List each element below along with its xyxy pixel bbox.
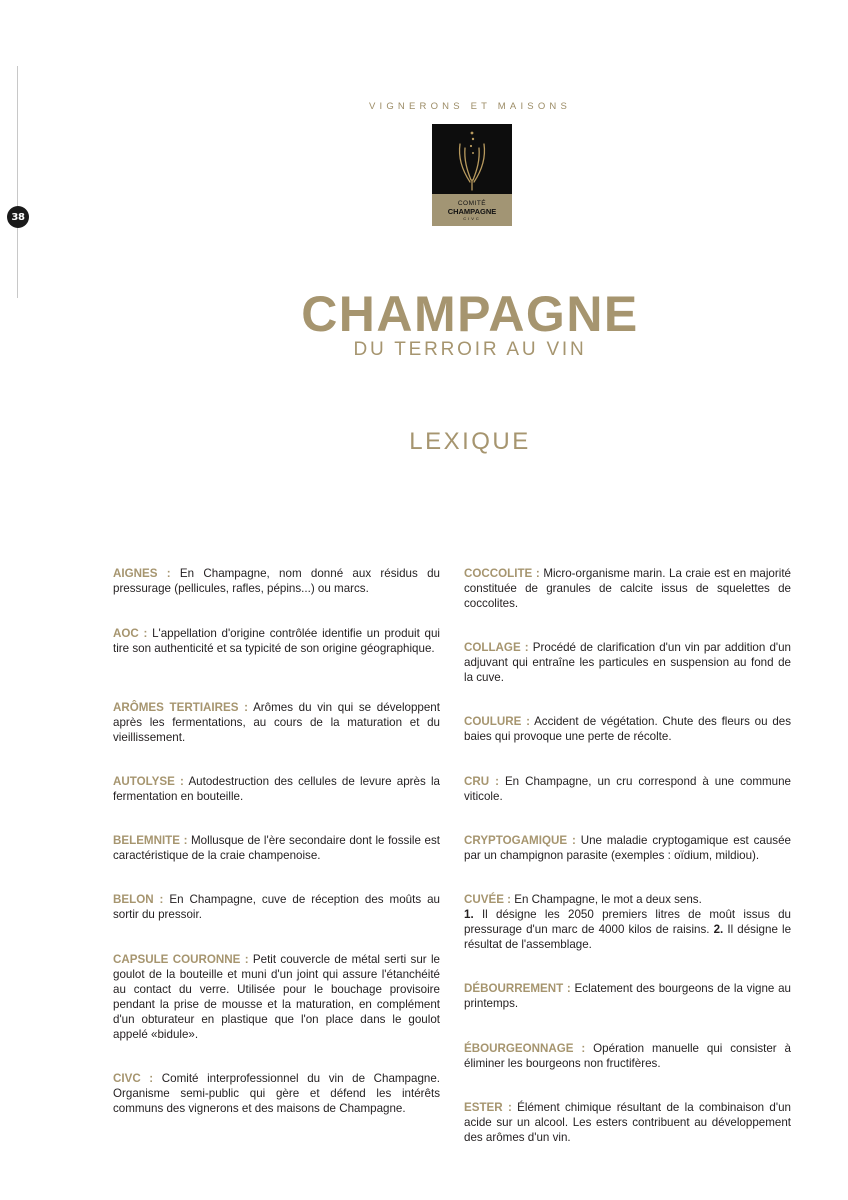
glossary-term: BELON :	[113, 893, 164, 906]
glossary-definition: Autodestruction des cellules de levure après la fermentation en bouteille.	[113, 775, 440, 803]
glossary-definition: Eclatement des bourgeons de la vigne au printemps.	[464, 982, 791, 1010]
glossary-entry	[113, 1071, 440, 1116]
glossary-definition: Procédé de clarification d'un vin par addition d'un adjuvant qui entraîne les particules en suspension au fond de la cuve.	[464, 641, 792, 684]
champagne-glass-icon	[432, 124, 512, 194]
glossary-term: COCCOLITE :	[464, 567, 540, 580]
glossary-definition: Arômes du vin qui se développent après les fermentations, au cours de la maturation et du vieillissement.	[113, 701, 440, 744]
glossary-definition: Accident de végétation. Chute des fleurs ou des baies qui provoque une perte de récolte.	[464, 715, 792, 743]
glossary-term: DÉBOURREMENT :	[464, 982, 571, 995]
glossary-term: CRU :	[464, 775, 499, 788]
glossary-term: AIGNES :	[113, 567, 171, 580]
glossary-entry	[113, 892, 440, 922]
glossary-term: CIVC :	[113, 1072, 154, 1085]
glossary-term: ÉBOURGEONNAGE :	[464, 1042, 586, 1055]
logo-line-3: CIVC	[463, 216, 481, 221]
glossary-term: COLLAGE :	[464, 641, 529, 654]
glossary-entry	[464, 981, 791, 1011]
glossary-entry	[113, 952, 440, 1042]
glossary-entry	[113, 566, 440, 596]
glossary-term: ARÔMES TERTIAIRES :	[113, 701, 249, 714]
glossary-definition: Mollusque de l'ère secondaire dont le fossile est caractéristique de la craie champenoise.	[113, 834, 440, 862]
logo-band	[432, 194, 512, 226]
glossary-term: AUTOLYSE :	[113, 775, 184, 788]
glossary-definition: En Champagne, le mot a deux sens.	[514, 893, 702, 906]
glossary-entry	[464, 833, 791, 863]
section-title: LEXIQUE	[409, 428, 531, 455]
glossary-term: CRYPTOGAMIQUE :	[464, 834, 576, 847]
glossary-definition: Une maladie cryptogamique est causée par un champignon parasite (exemples : oïdium, mildiou).	[464, 834, 791, 862]
glossary-entry	[113, 700, 440, 745]
glossary-term: CAPSULE COURONNE :	[113, 953, 249, 966]
page-subtitle: DU TERROIR AU VIN	[353, 339, 587, 360]
logo-line-2: CHAMPAGNE	[447, 207, 497, 216]
glossary-definition: En Champagne, un cru correspond à une commune viticole.	[464, 775, 791, 803]
glossary-term: ESTER :	[464, 1101, 512, 1114]
glossary-entry	[113, 833, 440, 863]
sense-text: Il désigne les 2050 premiers litres de moût issus du pressurage d'un marc de 4000 kilos de raisins.	[464, 908, 791, 936]
glossary-entry	[464, 1041, 791, 1071]
glossary-term: AOC :	[113, 627, 148, 640]
glossary-definition: Élément chimique résultant de la combinaison d'un acide sur un alcool. Les esters contribuent au développement des arômes d'un vin.	[464, 1101, 791, 1144]
glossary-term: CUVÉE :	[464, 893, 512, 906]
glossary-entry	[464, 566, 791, 611]
glossary-entry	[464, 640, 791, 685]
glossary-entry	[464, 714, 791, 744]
page-number-badge: 38	[7, 206, 29, 228]
logo-line-1: COMITÉ	[457, 200, 487, 207]
glossary-definition: Comité interprofessionnel du vin de Champagne. Organisme semi-public qui gère et défend les intérêts communs des vignerons et des maisons de Champagne.	[113, 1072, 441, 1115]
glossary-entry	[113, 626, 440, 656]
glossary-definition: Micro-organisme marin. La craie est en majorité constituée de granules de calcite issus de squelettes de coccolites.	[464, 567, 791, 610]
glossary-entry	[464, 1100, 791, 1145]
glossary-definition: L'appellation d'origine contrôlée identifie un produit qui tire son authenticité et sa typicité de son origine géographique.	[113, 627, 440, 655]
glossary-entry	[464, 892, 791, 952]
glossary-definition: Petit couvercle de métal serti sur le goulot de la bouteille et muni d'un joint qui assure l'étanchéité au contact du verre. Utilisée pour le bouchage provisoire pendant la prise de mousse et la maturation, en complément d'un obturateur en plastique que l'on place dans le goulot appelé «bidule».	[113, 953, 440, 1041]
page-title: CHAMPAGNE	[301, 286, 639, 342]
glossary-term: BELEMNITE :	[113, 834, 188, 847]
sense-number: 2.	[713, 923, 724, 936]
glossary-definition: Opération manuelle qui consister à éliminer les bourgeons non fructifères.	[464, 1042, 791, 1070]
glossary-definition: En Champagne, nom donné aux résidus du pressurage (pellicules, rafles, pépins...) ou marcs.	[113, 567, 440, 595]
kicker: VIGNERONS ET MAISONS	[368, 101, 572, 112]
sense-number: 1.	[464, 908, 474, 921]
side-rule	[17, 66, 18, 298]
comite-champagne-logo	[432, 124, 512, 226]
sense-text: Il désigne le résultat de l'assemblage.	[464, 923, 792, 951]
glossary-definition: En Champagne, cuve de réception des moûts au sortir du pressoir.	[113, 893, 440, 921]
glossary-entry	[113, 774, 440, 804]
glossary-entry	[464, 774, 791, 804]
glossary-term: COULURE :	[464, 715, 530, 728]
